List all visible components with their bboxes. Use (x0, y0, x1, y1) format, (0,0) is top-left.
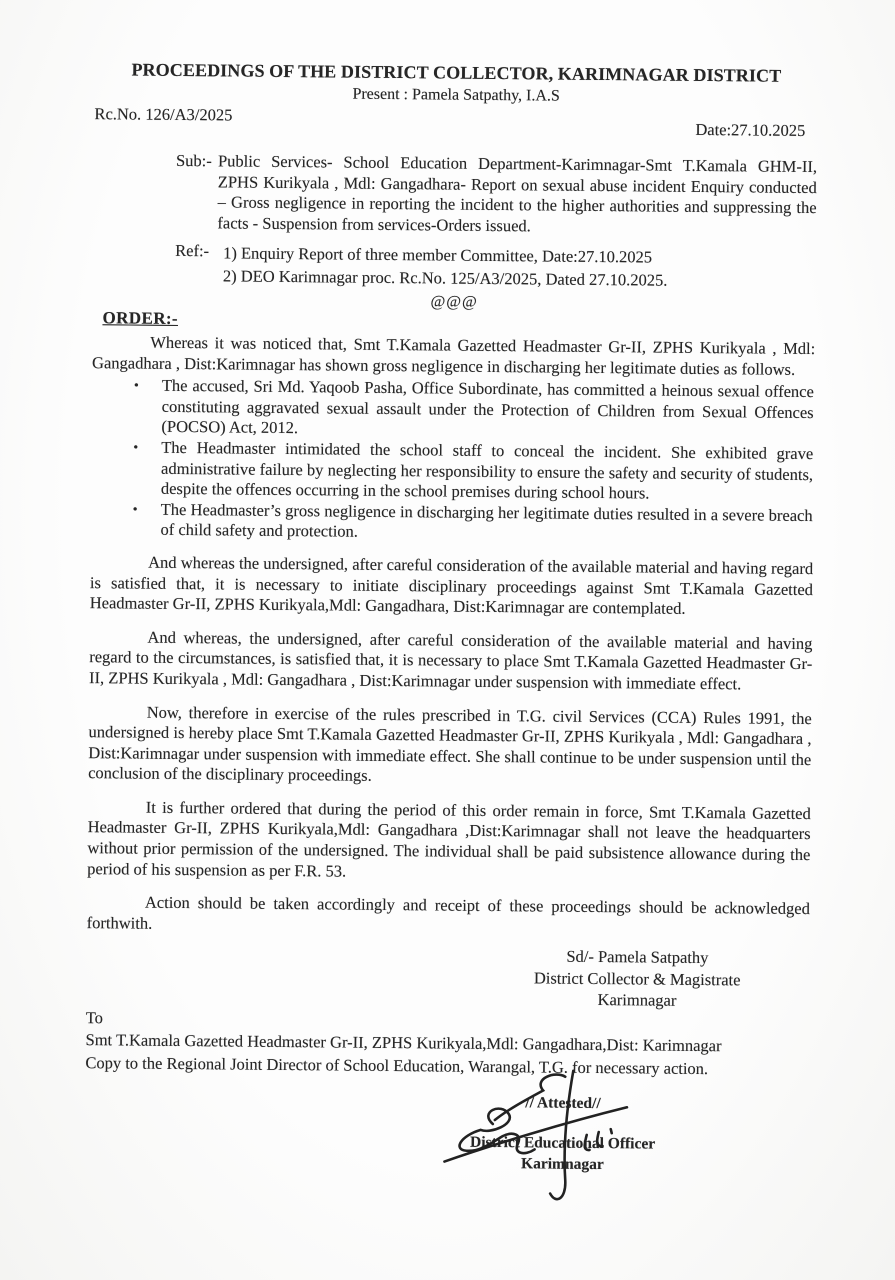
copy-to-line: Copy to the Regional Joint Director of School Education, Warangal, T.G. for necessary action. (85, 1053, 709, 1079)
paragraph-whereas-noticed: Whereas it was noticed that, Smt T.Kamala Gazetted Headmaster Gr-II, ZPHS Kurikyala , Mdl: Gangadhara , Dist:Karimnagar has shown gross negligence in discharging her legitimate duties as follows. (92, 332, 816, 379)
document-date: Date:27.10.2025 (695, 119, 806, 140)
paragraph-whereas-place: And whereas, the undersigned, after careful consideration of the available material and having regard to the circumstances, is satisfied that, it is necessary to place Smt T.Kamala Gazetted Headmaster Gr-II, ZPHS Kurikyala , Mdl: Gangadhara , Dist:Karimnagar under suspension with immediate effect. (88, 627, 813, 694)
document-title: PROCEEDINGS OF THE DISTRICT COLLECTOR, KARIMNAGAR DISTRICT (131, 59, 782, 86)
addressee-line: Smt T.Kamala Gazetted Headmaster Gr-II, ZPHS Kurikyala,Mdl: Gangadhara,Dist: Karimnagar (85, 1030, 722, 1056)
ref-label: Ref:- (175, 240, 210, 261)
list-item (132, 499, 813, 547)
signatory-designation: District Collector & Magistrate (533, 968, 741, 990)
attesting-officer: District Educational Officer (469, 1133, 656, 1153)
order-heading: ORDER:- (102, 308, 179, 328)
attesting-place: Karimnagar (521, 1155, 604, 1174)
ref-item-1: 1) Enquiry Report of three member Committee, Date:27.10.2025 (223, 243, 653, 267)
bullet-icon: • (133, 440, 139, 456)
subject-text: Public Services- School Education Department-Karimnagar-Smt T.Kamala GHM-II, ZPHS Kurikyala , Mdl: Gangadhara- Report on sexual abuse incident Enquiry conducted – Gross negligence in reporting the incident to the higher authorities and suppressing the facts - Suspension from services-Orders issued. (217, 151, 818, 235)
attested-line: // Attested// (525, 1094, 601, 1112)
list-item (133, 437, 815, 505)
signature-block (517, 946, 758, 1013)
bullet-text-1: The accused, Sri Md. Yaqoob Pasha, Office Subordinate, has committed a heinous sexual offence constituting aggravated sexual assault under the Protection of Children from Sexual Offences (POCSO) Act, 2012. (161, 375, 814, 438)
paragraph-action: Action should be taken accordingly and receipt of these proceedings should be acknowledged forthwith. (86, 892, 810, 933)
bullet-text-2: The Headmaster intimidated the school staff to conceal the incident. She exhibited grave administrative failure by neglecting her responsibility to ensure the safety and security of students, despite the offences occurring in the school premises during school hours. (160, 437, 814, 503)
subject-label: Sub:- (175, 150, 212, 171)
reference-block (175, 241, 816, 293)
ref-item-2: 2) DEO Karimnagar proc. Rc.No. 125/A3/2025, Dated 27.10.2025. (222, 266, 668, 290)
subject-block (175, 151, 817, 239)
bullet-list (132, 376, 815, 547)
ref-items (223, 241, 668, 291)
separator-marks: @@@ (430, 293, 478, 311)
paragraph-further-ordered: It is further ordered that during the period of this order remain in force, Smt T.Kamala Gazetted Headmaster Gr-II, ZPHS Kurikyala,Mdl: Gangadhara ,Dist:Karimnagar shall not leave the headquarters without prior permission of the undersigned. The individual shall be paid subsistence allowance during the period of his suspension as per F.R. 53. (87, 797, 811, 881)
paragraph-whereas-initiate: And whereas the undersigned, after careful consideration of the available material and having regard is satisfied that, it is necessary to initiate disciplinary proceedings against Smt T.Kamala Gazetted Headmaster Gr-II, ZPHS Kurikyala,Mdl: Gangadhara, Dist:Karimnagar are contemplated. (89, 552, 814, 618)
bullet-icon: • (132, 502, 138, 518)
signed-by: Sd/- Pamela Satpathy (566, 947, 709, 968)
bullet-icon: • (133, 378, 139, 394)
attestation-block (402, 1093, 723, 1175)
bullet-text-3: The Headmaster’s gross negligence in discharging her legitimate duties resulted in a severe breach of child safety and protection. (160, 499, 813, 542)
signatory-place: Karimnagar (597, 990, 677, 1011)
paragraph-now-therefore: Now, therefore in exercise of the rules prescribed in T.G. civil Services (CCA) Rules 1991, the undersigned is hereby place Smt T.Kamala Gazetted Headmaster Gr-II, ZPHS Kurikyala , Mdl: Gangadhara , Dist:Karimnagar under suspension with immediate effect. She shall continue to be under suspension until the conclusion of the disciplinary proceedings. (88, 702, 812, 786)
rc-number: Rc.No. 126/A3/2025 (94, 104, 233, 125)
list-item (133, 376, 815, 444)
to-label: To (85, 1008, 104, 1028)
reference-number-row (94, 104, 817, 141)
present-line: Present : Pamela Satpathy, I.A.S (352, 85, 560, 105)
